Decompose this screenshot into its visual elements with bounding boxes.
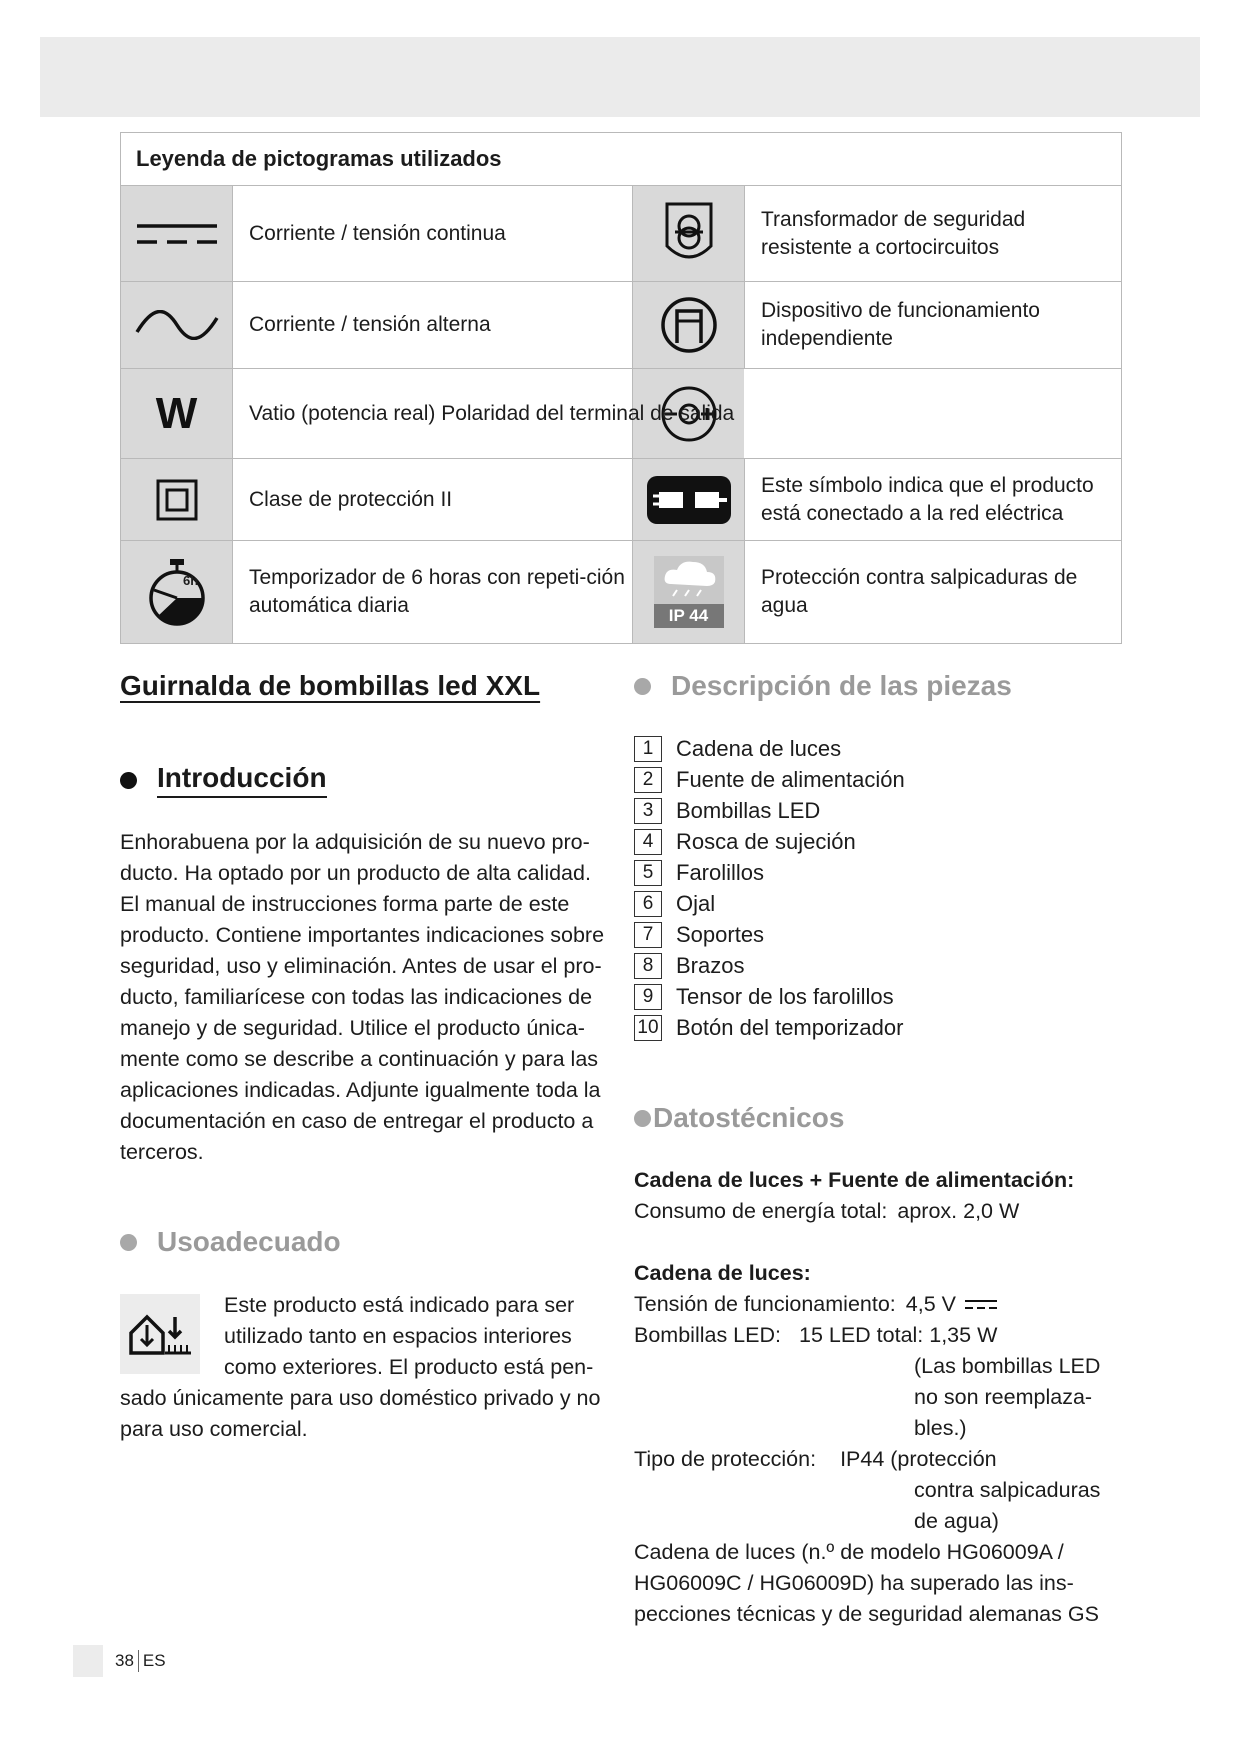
part-label: Soportes <box>676 921 765 947</box>
legend-text: Protección contra salpicaduras de agua <box>744 541 1119 643</box>
intro-heading-label: Introducción <box>157 762 327 798</box>
spec-note: bles.) <box>914 1416 967 1440</box>
spec-row <box>634 1444 1100 1475</box>
bullet-icon <box>634 678 651 695</box>
spec-row <box>634 1289 1100 1320</box>
legend-text: Corriente / tensión continua <box>232 186 632 281</box>
part-label: Tensor de los farolillos <box>676 983 894 1009</box>
list-item <box>634 888 905 919</box>
spec-note: contra salpicaduras <box>914 1478 1101 1502</box>
part-number: 7 <box>634 922 662 948</box>
part-number: 4 <box>634 829 662 855</box>
part-number: 1 <box>634 736 662 762</box>
bullet-icon <box>634 1110 651 1127</box>
header-bar <box>40 37 1200 117</box>
part-label: Bombillas LED <box>676 797 821 823</box>
legend-row <box>121 369 1121 459</box>
part-label: Botón del temporizador <box>676 1014 904 1040</box>
legend-text: Corriente / tensión alterna <box>232 282 632 368</box>
part-number: 10 <box>634 1015 662 1041</box>
dc-current-icon <box>964 1289 998 1320</box>
legend-text: Dispositivo de funcionamiento independiente <box>744 282 1119 368</box>
watt-label: W <box>155 388 198 438</box>
spec-note: (Las bombillas LED <box>914 1354 1101 1378</box>
legend-row <box>121 541 1121 643</box>
list-item <box>634 857 905 888</box>
spec-value: aprox. 2,0 W <box>897 1199 1020 1223</box>
dc-current-icon <box>121 186 232 281</box>
spec-value: IP44 (protección <box>840 1447 997 1471</box>
legend-title: Leyenda de pictogramas utilizados <box>121 133 1121 186</box>
independent-device-icon <box>632 282 744 368</box>
spec-value: 4,5 V <box>905 1292 956 1316</box>
footer-divider <box>138 1650 139 1672</box>
list-item <box>634 950 905 981</box>
tech-specs <box>634 1165 1100 1630</box>
ip44-icon <box>632 541 744 643</box>
intro-heading <box>120 762 327 798</box>
spec-row <box>634 1320 1100 1351</box>
bullet-icon <box>120 772 137 789</box>
legend-row <box>121 459 1121 541</box>
parts-list <box>634 733 905 1043</box>
part-label: Farolillos <box>676 859 765 885</box>
page-language: ES <box>142 1651 166 1670</box>
legend-row <box>121 282 1121 369</box>
mains-plug-icon <box>632 459 744 540</box>
part-label: Brazos <box>676 952 745 978</box>
part-number: 8 <box>634 953 662 979</box>
spec-label: Bombillas LED: <box>634 1323 781 1347</box>
part-label: Cadena de luces <box>676 735 842 761</box>
part-number: 5 <box>634 860 662 886</box>
uso-heading <box>120 1226 341 1258</box>
list-item <box>634 981 905 1012</box>
gs-line: pecciones técnicas y de seguridad alemanas GS <box>634 1602 1099 1626</box>
ac-current-icon <box>121 282 232 368</box>
ip44-label: IP 44 <box>654 604 724 628</box>
parts-heading <box>634 670 1012 702</box>
parts-heading-label: Descripción de las piezas <box>671 670 1012 701</box>
pictogram-legend-table <box>120 132 1122 644</box>
list-item <box>634 795 905 826</box>
safety-transformer-icon <box>632 186 744 281</box>
list-item <box>634 919 905 950</box>
legend-text: Clase de protección II <box>232 459 632 540</box>
spec-label: Tensión de funcionamiento: <box>634 1292 896 1316</box>
protection-class-ii-icon <box>121 459 232 540</box>
list-item <box>634 733 905 764</box>
part-number: 2 <box>634 767 662 793</box>
page-footer <box>73 1645 166 1677</box>
uso-heading-label: Usoadecuado <box>157 1226 341 1257</box>
page-number: 38 <box>115 1651 134 1670</box>
legend-text: Este símbolo indica que el producto está conectado a la red eléctrica <box>744 459 1119 540</box>
product-title: Guirnalda de bombillas led XXL <box>120 670 541 701</box>
gs-line: HG06009C / HG06009D) ha superado las ins- <box>634 1571 1074 1595</box>
spec-note: de agua) <box>914 1509 999 1533</box>
spec-value: 15 LED total: 1,35 W <box>798 1323 998 1347</box>
spec-note: no son reemplaza- <box>914 1385 1093 1409</box>
legend-row <box>121 186 1121 282</box>
gs-line: Cadena de luces (n.º de modelo HG06009A / <box>634 1540 1064 1564</box>
uso-text: Este producto está indicado para ser utilizado tanto en espacios interiores como exteriores. El producto está pen-sado únicamente para uso doméstico privado y no para uso comercial. <box>120 1293 601 1441</box>
list-item <box>634 764 905 795</box>
part-number: 9 <box>634 984 662 1010</box>
timer-label: 6h <box>183 573 199 588</box>
part-label: Fuente de alimentación <box>676 766 905 792</box>
timer-6h-icon <box>121 541 232 643</box>
uso-paragraph <box>120 1290 610 1445</box>
legend-text: Temporizador de 6 horas con repeti-ción automática diaria <box>232 541 632 643</box>
bullet-icon <box>120 1234 137 1251</box>
spec-row <box>634 1196 1100 1227</box>
watt-icon <box>121 369 232 458</box>
tech-heading <box>634 1102 844 1134</box>
legend-text: Vatio (potencia real) Polaridad del terminal de salida <box>232 369 1121 458</box>
spec-label: Tipo de protección: <box>634 1447 817 1471</box>
footer-box <box>73 1645 103 1677</box>
list-item <box>634 1012 905 1043</box>
legend-text: Transformador de seguridad resistente a cortocircuitos <box>744 186 1119 281</box>
tech-group-title: Cadena de luces: <box>634 1261 811 1285</box>
list-item <box>634 826 905 857</box>
tech-group-title: Cadena de luces + Fuente de alimentación: <box>634 1168 1075 1192</box>
spec-label: Consumo de energía total: <box>634 1199 888 1223</box>
part-label: Ojal <box>676 890 716 916</box>
part-number: 6 <box>634 891 662 917</box>
intro-paragraph: Enhorabuena por la adquisición de su nuevo pro-ducto. Ha optado por un producto de alta calidad. El manual de instrucciones forma parte de este producto. Contiene importantes indicaciones sobre seguridad, uso y eliminación. Antes de usar el pro-ducto, familiarícese con todas las indicaciones de manejo y de seguridad. Utilice el producto única-mente como se describe a continuación y para las aplicaciones indicadas. Adjunte igualmente toda la documentación en caso de entregar el producto a terceros. <box>120 830 605 1164</box>
tech-heading-label: Datostécnicos <box>653 1102 845 1133</box>
part-label: Rosca de sujeción <box>676 828 856 854</box>
part-number: 3 <box>634 798 662 824</box>
